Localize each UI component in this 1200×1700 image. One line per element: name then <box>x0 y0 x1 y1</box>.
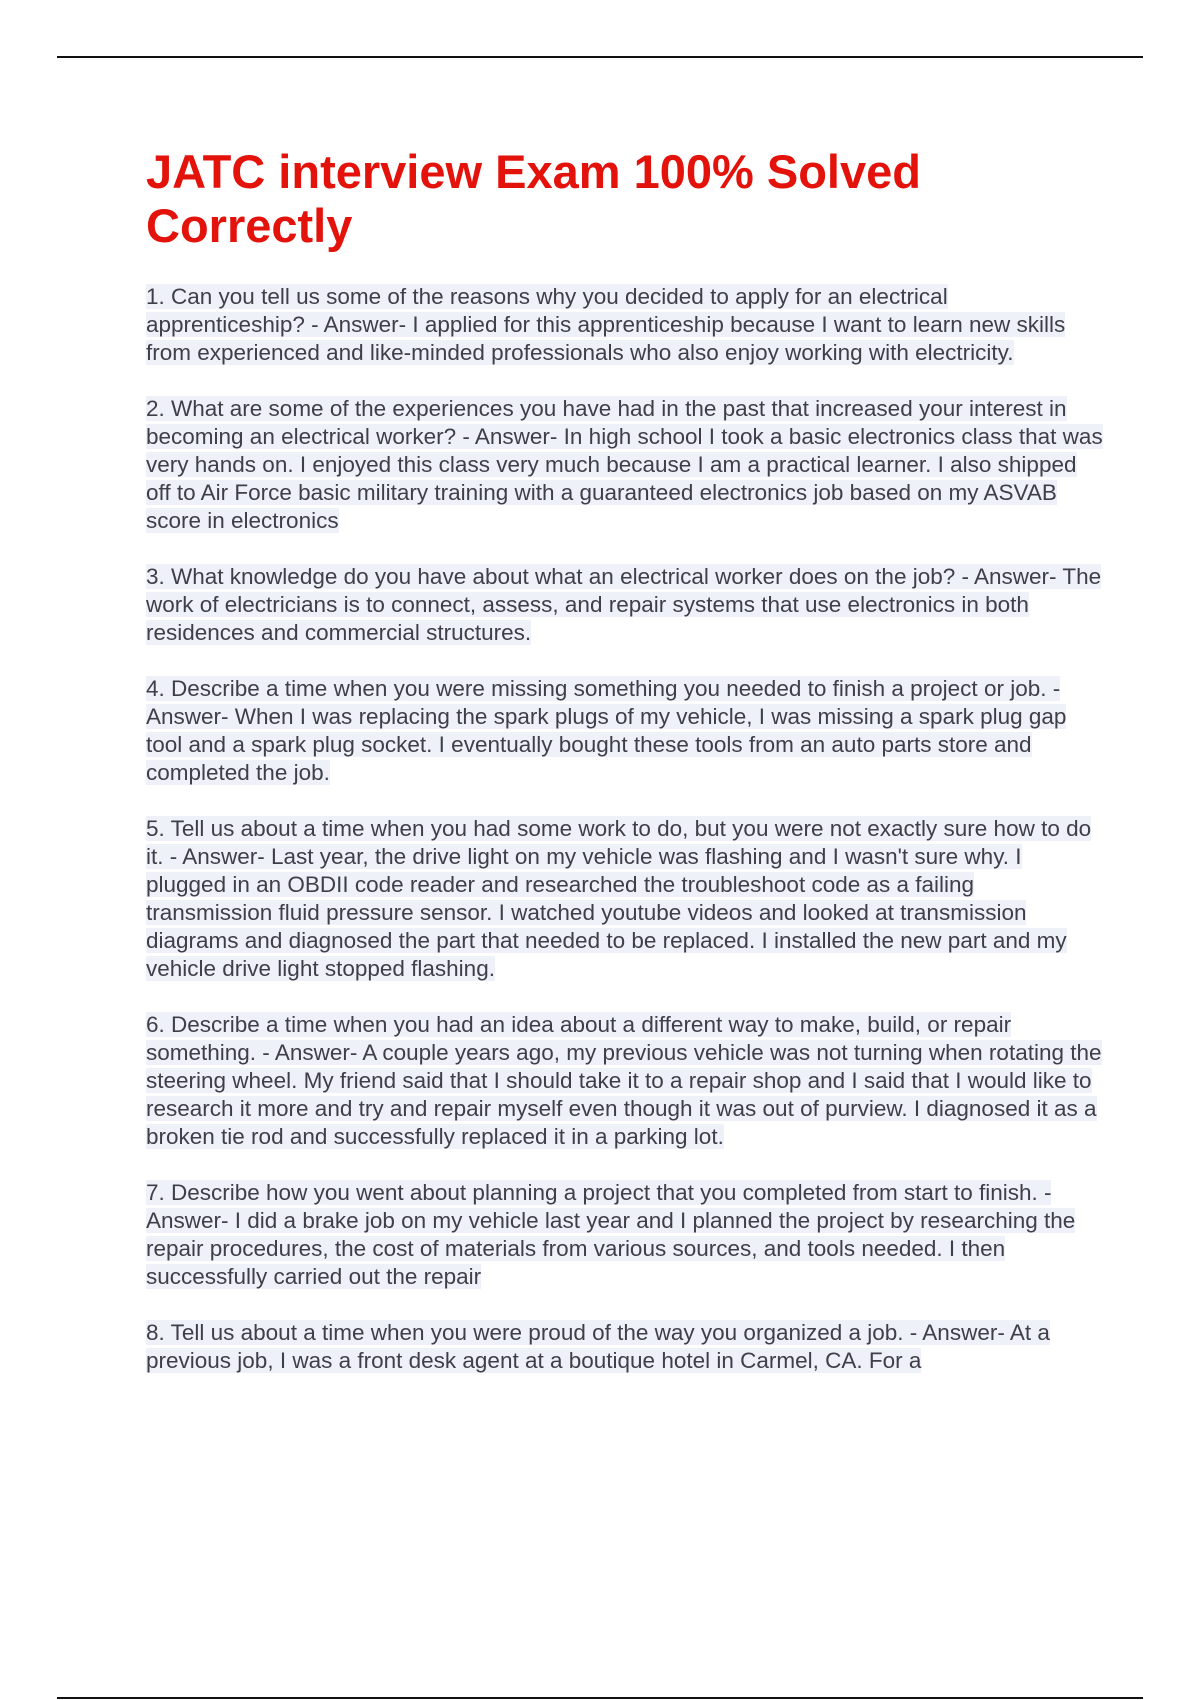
qa-item-4 <box>146 675 1106 787</box>
qa-item-6-text: 6. Describe a time when you had an idea about a different way to make, build, or repair something. - Answer- A couple years ago, my previous vehicle was not turning when rotating the steering wheel. My friend said that I should take it to a repair shop and I said that I would like to research it more and try and repair myself even though it was out of purview. I diagnosed it as a broken tie rod and successfully replaced it in a parking lot. <box>146 1012 1102 1149</box>
qa-item-5-text: 5. Tell us about a time when you had some work to do, but you were not exactly sure how to do it. - Answer- Last year, the drive light on my vehicle was flashing and I wasn't sure why. I plugged in an OBDII code reader and researched the troubleshoot code as a failing transmission fluid pressure sensor. I watched youtube videos and looked at transmission diagrams and diagnosed the part that needed to be replaced. I installed the new part and my vehicle drive light stopped flashing. <box>146 816 1092 981</box>
qa-item-8 <box>146 1319 1106 1375</box>
qa-item-8-text: 8. Tell us about a time when you were proud of the way you organized a job. - Answer- At a previous job, I was a front desk agent at a boutique hotel in Carmel, CA. For a <box>146 1320 1050 1373</box>
qa-item-1 <box>146 283 1106 367</box>
qa-item-5 <box>146 815 1106 983</box>
qa-item-7-text: 7. Describe how you went about planning a project that you completed from start to finish. - Answer- I did a brake job on my vehicle last year and I planned the project by researching the repair procedures, the cost of materials from various sources, and tools needed. I then successfully carried out the repair <box>146 1180 1076 1289</box>
qa-item-4-text: 4. Describe a time when you were missing something you needed to finish a project or job. - Answer- When I was replacing the spark plugs of my vehicle, I was missing a spark plug gap tool and a spark plug socket. I eventually bought these tools from an auto parts store and completed the job. <box>146 676 1067 785</box>
document-title: JATC interview Exam 100% Solved Correctly <box>146 145 921 252</box>
qa-item-1-text: 1. Can you tell us some of the reasons why you decided to apply for an electrical apprenticeship? - Answer- I applied for this apprenticeship because I want to learn new skills from experienced and like-minded professionals who also enjoy working with electricity. <box>146 284 1066 365</box>
qa-item-6 <box>146 1011 1106 1151</box>
qa-item-3-text: 3. What knowledge do you have about what an electrical worker does on the job? - Answer- The work of electricians is to connect, assess, and repair systems that use electronics in both residences and commercial structures. <box>146 564 1102 645</box>
qa-item-2-text: 2. What are some of the experiences you have had in the past that increased your interest in becoming an electrical worker? - Answer- In high school I took a basic electronics class that was very hands on. I enjoyed this class very much because I am a practical learner. I also shipped off to Air Force basic military training with a guaranteed electronics job based on my ASVAB score in electronics <box>146 396 1103 533</box>
qa-item-7 <box>146 1179 1106 1291</box>
document-body <box>146 145 1106 1403</box>
top-rule <box>57 56 1143 58</box>
qa-item-2 <box>146 395 1106 535</box>
bottom-rule <box>57 1697 1143 1699</box>
qa-item-3 <box>146 563 1106 647</box>
